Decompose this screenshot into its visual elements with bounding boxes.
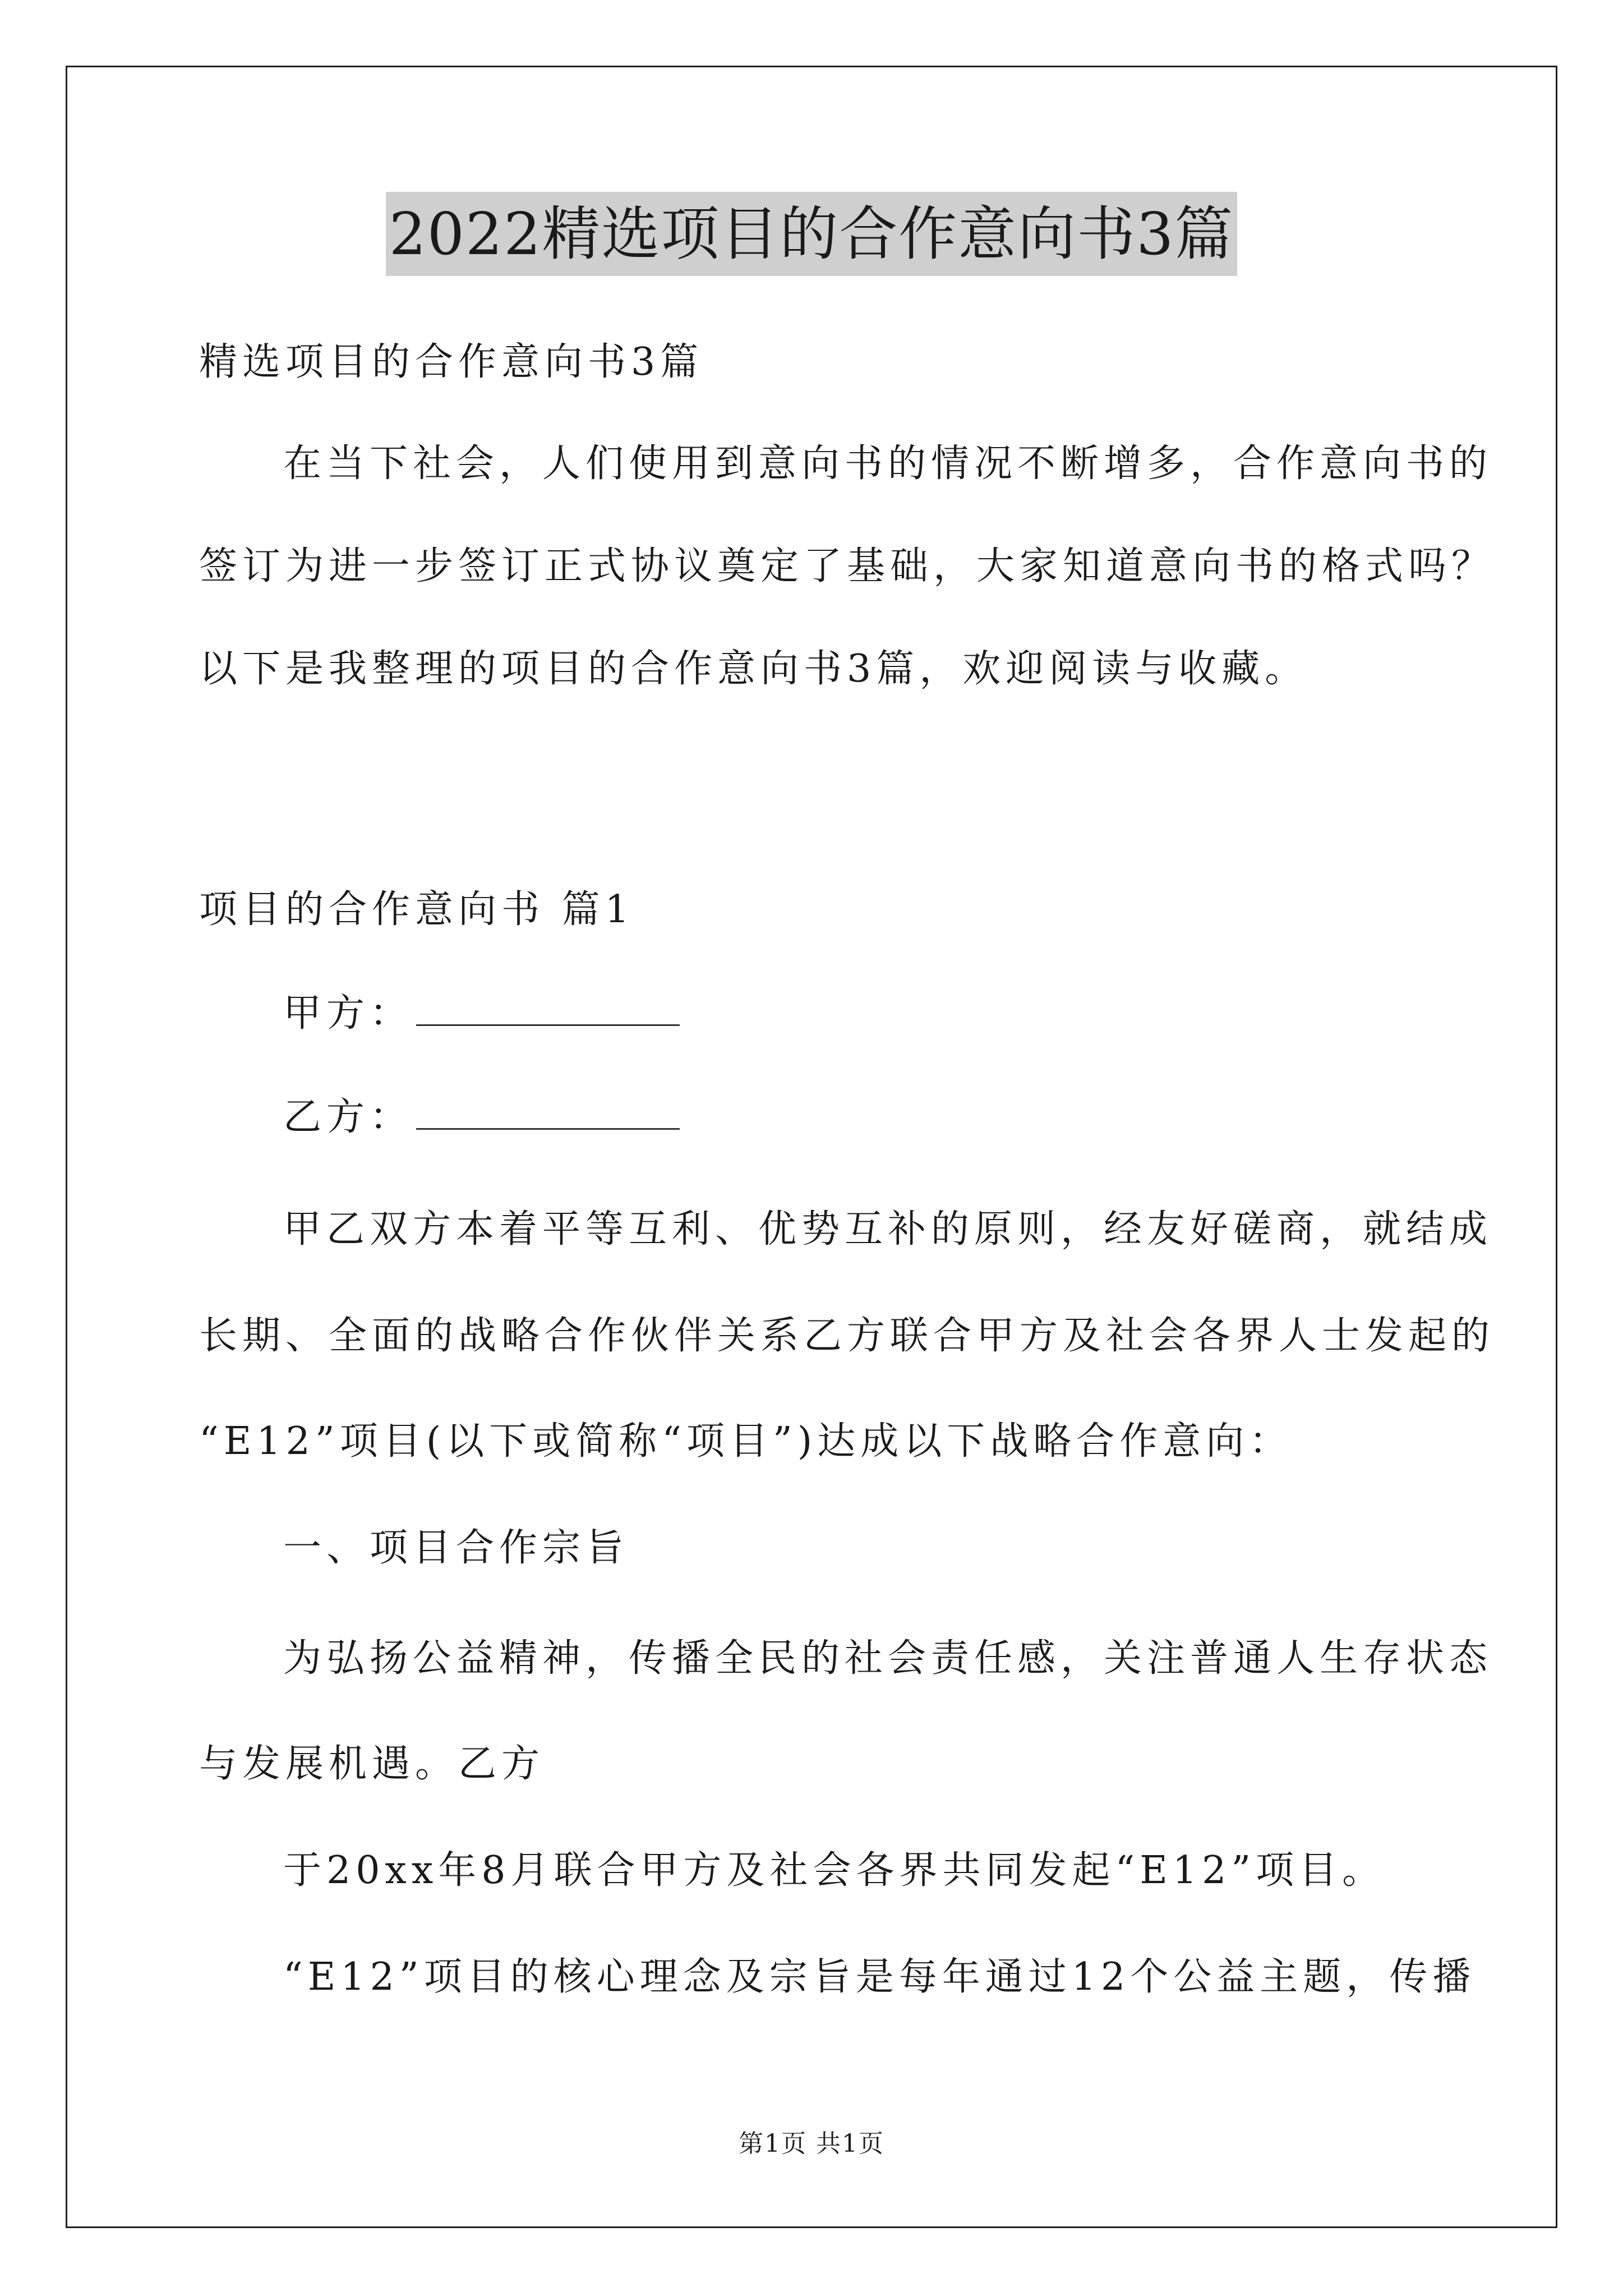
- page-footer: 第1页 共1页: [739, 2129, 884, 2158]
- purpose-line-4: “E12”项目的核心理念及宗旨是每年通过12个公益主题，传播: [283, 1955, 1476, 1999]
- title-container: [0, 192, 1623, 276]
- party-a-blank-field: [416, 990, 680, 1026]
- body-line-1: 甲乙双方本着平等互利、优势互补的原则，经友好磋商，就结成: [283, 1207, 1493, 1251]
- party-a-row: [283, 986, 1539, 1042]
- body-line-2: 长期、全面的战略合作伙伴关系乙方联合甲方及社会各界人士发起的: [199, 1314, 1495, 1358]
- body-line-3: “E12”项目(以下或简称“项目”)达成以下战略合作意向：: [199, 1419, 1293, 1464]
- section-heading: 项目的合作意向书 篇1: [199, 887, 634, 932]
- intro-line-2: 签订为进一步签订正式协议奠定了基础，大家知道意向书的格式吗？: [199, 544, 1495, 588]
- purpose-line-1: 为弘扬公益精神，传播全民的社会责任感，关注普通人生存状态: [283, 1636, 1493, 1681]
- intro-line-1: 在当下社会，人们使用到意向书的情况不断增多，合作意向书的: [283, 441, 1493, 486]
- party-b-row: [283, 1089, 1539, 1145]
- party-b-blank-field: [416, 1093, 680, 1130]
- document-subtitle: 精选项目的合作意向书3篇: [199, 340, 704, 384]
- clause-heading: 一、项目合作宗旨: [283, 1526, 629, 1570]
- party-a-label: 甲方：: [283, 991, 413, 1036]
- party-b-label: 乙方：: [283, 1095, 413, 1139]
- intro-line-3: 以下是我整理的项目的合作意向书3篇，欢迎阅读与收藏。: [199, 647, 1308, 691]
- purpose-line-3: 于20xx年8月联合甲方及社会各界共同发起“E12”项目。: [283, 1848, 1386, 1893]
- document-title: 2022精选项目的合作意向书3篇: [386, 192, 1238, 276]
- purpose-line-2: 与发展机遇。乙方: [199, 1742, 545, 1786]
